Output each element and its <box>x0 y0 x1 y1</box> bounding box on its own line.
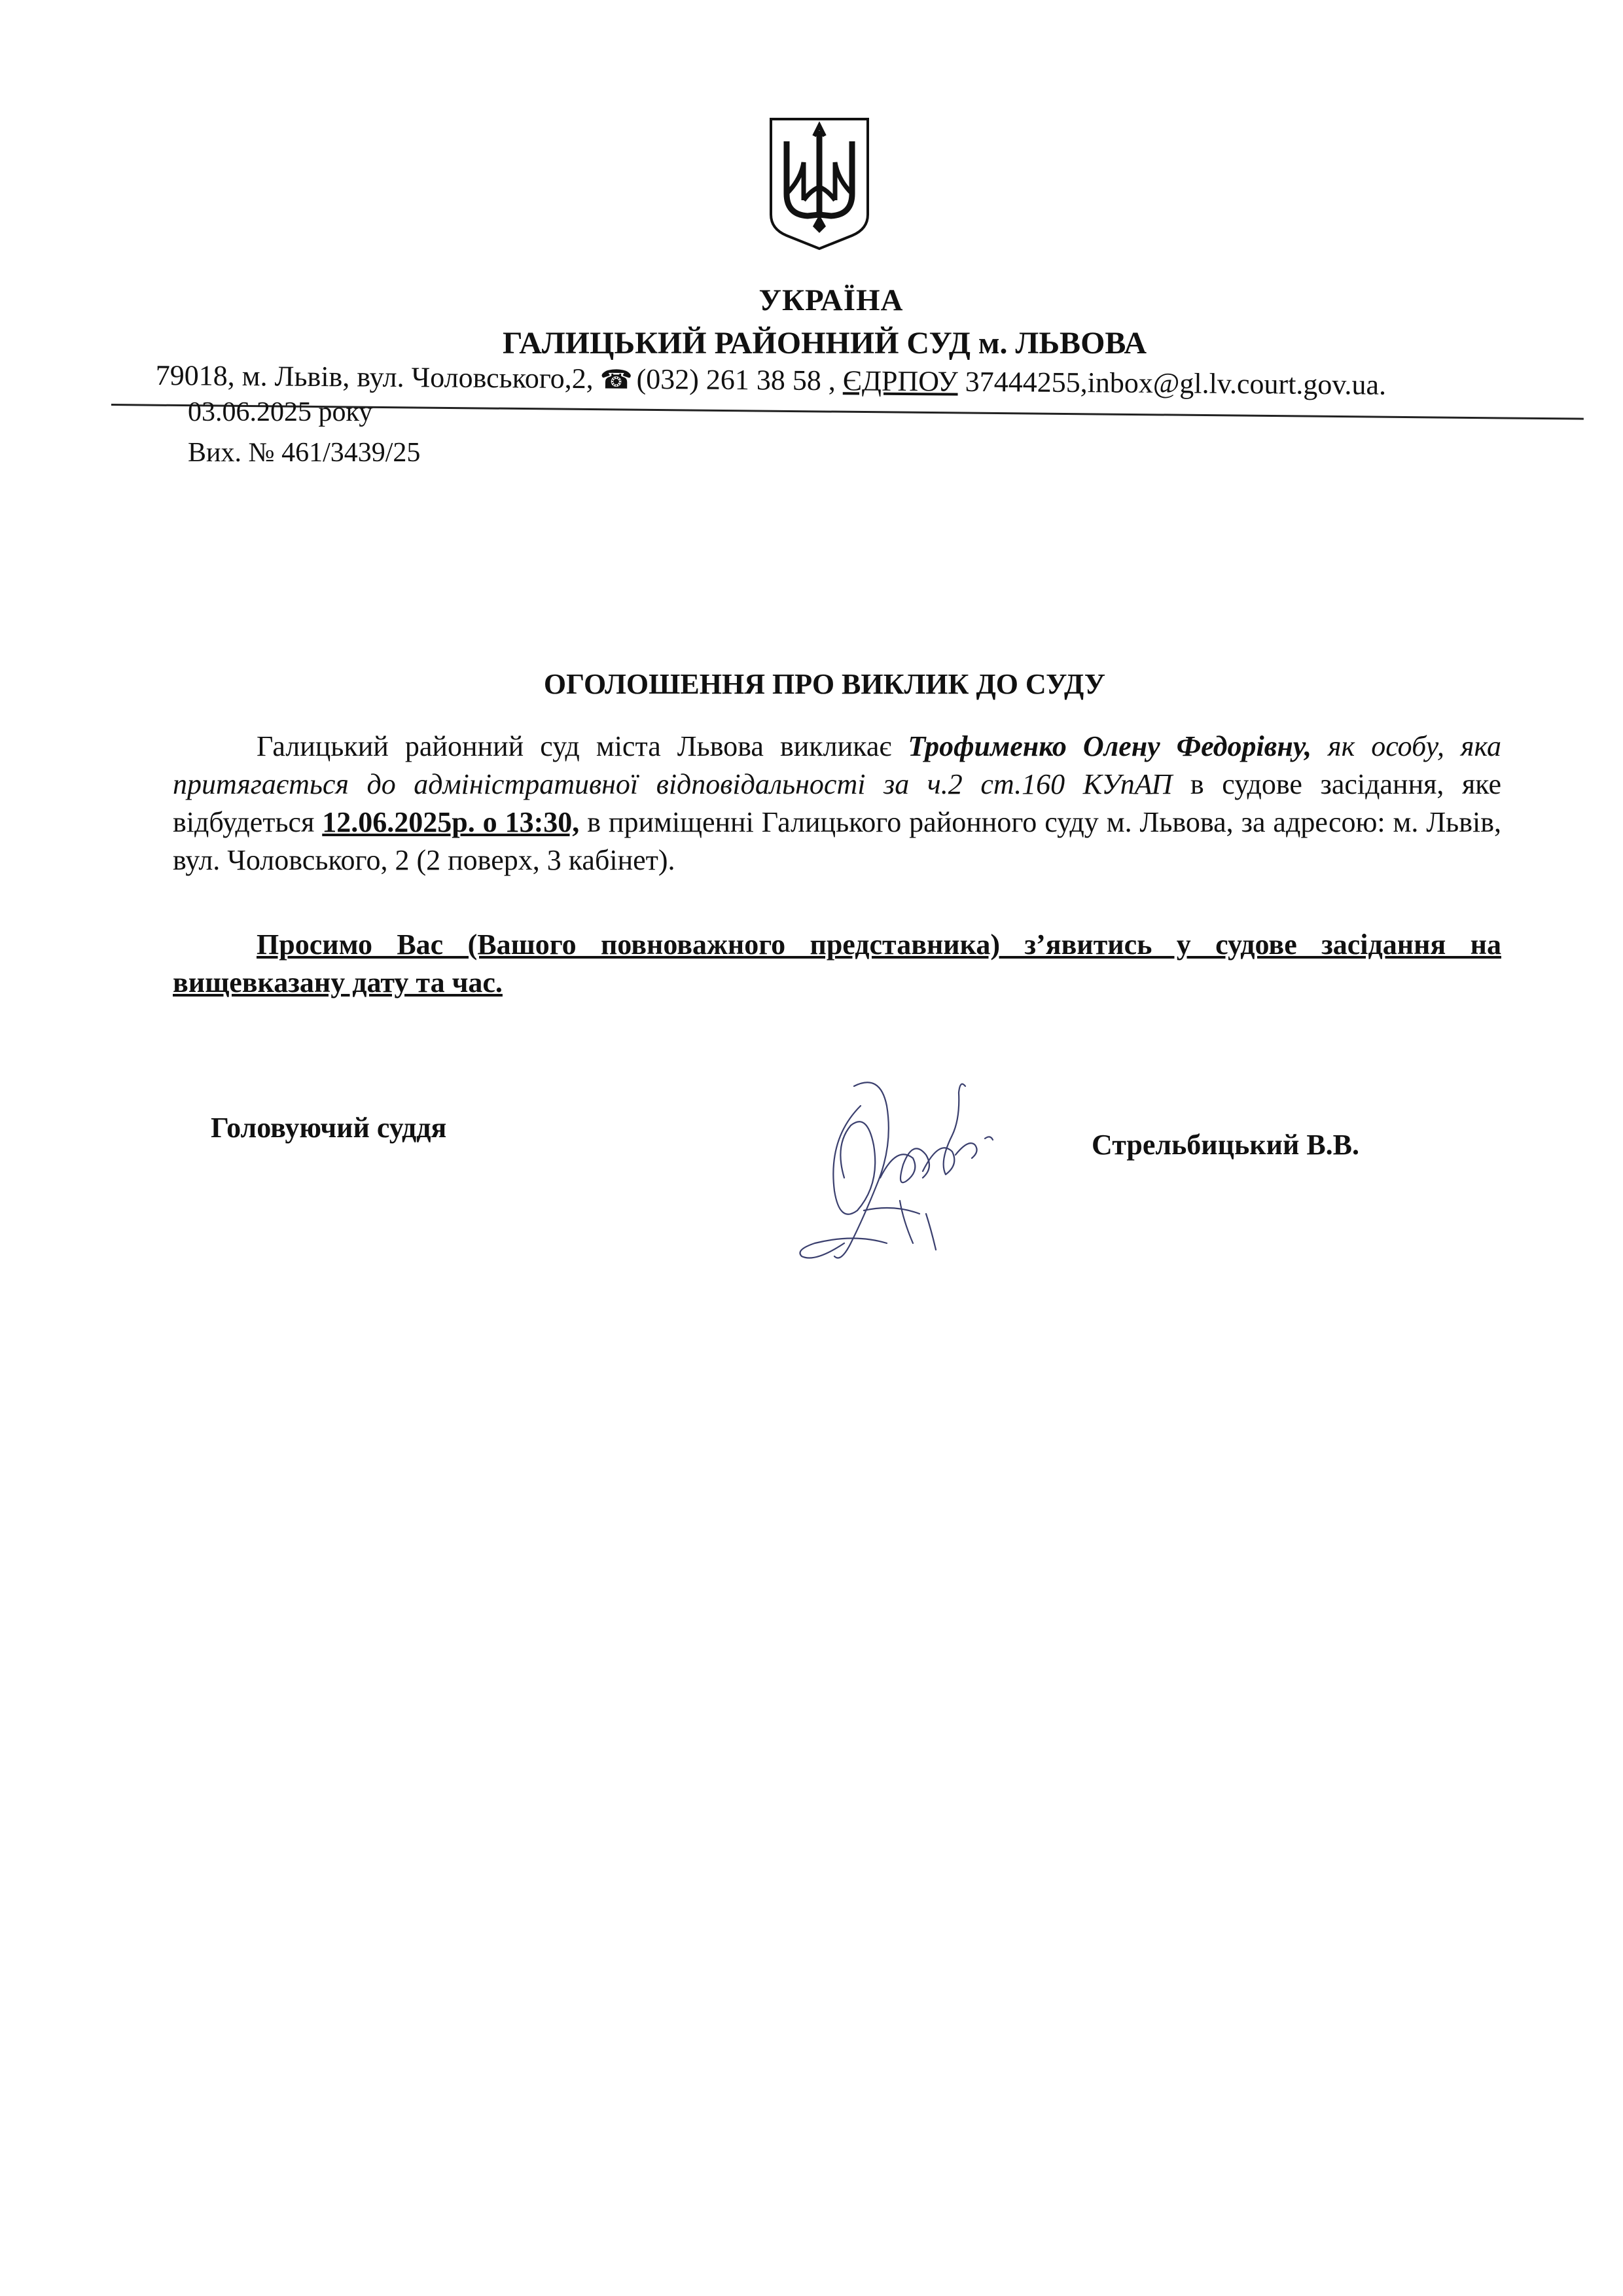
outgoing-number: Вих. № 461/3439/25 <box>188 438 421 468</box>
hearing-prefix: в судове засідання, яке відбудеться <box>173 768 1501 838</box>
summoned-person: Трофименко Олену Федорівну, <box>908 730 1312 762</box>
summons-intro: Галицький районний суд міста Львова викликає <box>257 730 908 762</box>
court-phone: (032) 261 38 58 , <box>636 362 836 397</box>
court-address: 79018, м. Львів, вул. Чоловського,2, <box>155 359 594 395</box>
handwritten-signature-icon <box>789 1047 1011 1276</box>
coat-of-arms-trident-icon <box>767 116 872 251</box>
edrpou-label: ЄДРПОУ <box>842 364 958 398</box>
summons-paragraph <box>173 728 1501 879</box>
telephone-icon: ☎ <box>599 364 633 395</box>
hearing-location: в приміщенні Галицького районного суду м. Львова, за адресою: м. Львів, вул. Чоловського, 2 (2 поверх, 3 кабінет). <box>173 806 1502 876</box>
country-heading: УКРАЇНА <box>758 283 904 317</box>
appearance-request: Просимо Вас (Вашого повноважного представника) з’явитись у судове засідання на вищевказану дату та час. <box>173 928 1501 998</box>
presiding-judge-title: Головуючий суддя <box>211 1112 447 1144</box>
document-title: ОГОЛОШЕННЯ ПРО ВИКЛИК ДО СУДУ <box>543 668 1106 700</box>
person-role: як особу, яка притягається до адміністративної відповідальності за ч.2 ст.160 КУпАП <box>173 730 1501 800</box>
hearing-datetime: 12.06.2025р. о 13:30, <box>322 806 580 838</box>
document-date: 03.06.2025 року <box>188 397 373 427</box>
presiding-judge-name: Стрельбицький В.В. <box>1092 1129 1360 1161</box>
edrpou-and-email: 37444255,inbox@gl.lv.court.gov.ua. <box>965 365 1387 401</box>
court-name-heading: ГАЛИЦЬКИЙ РАЙОННИЙ СУД м. ЛЬВОВА <box>502 326 1147 361</box>
